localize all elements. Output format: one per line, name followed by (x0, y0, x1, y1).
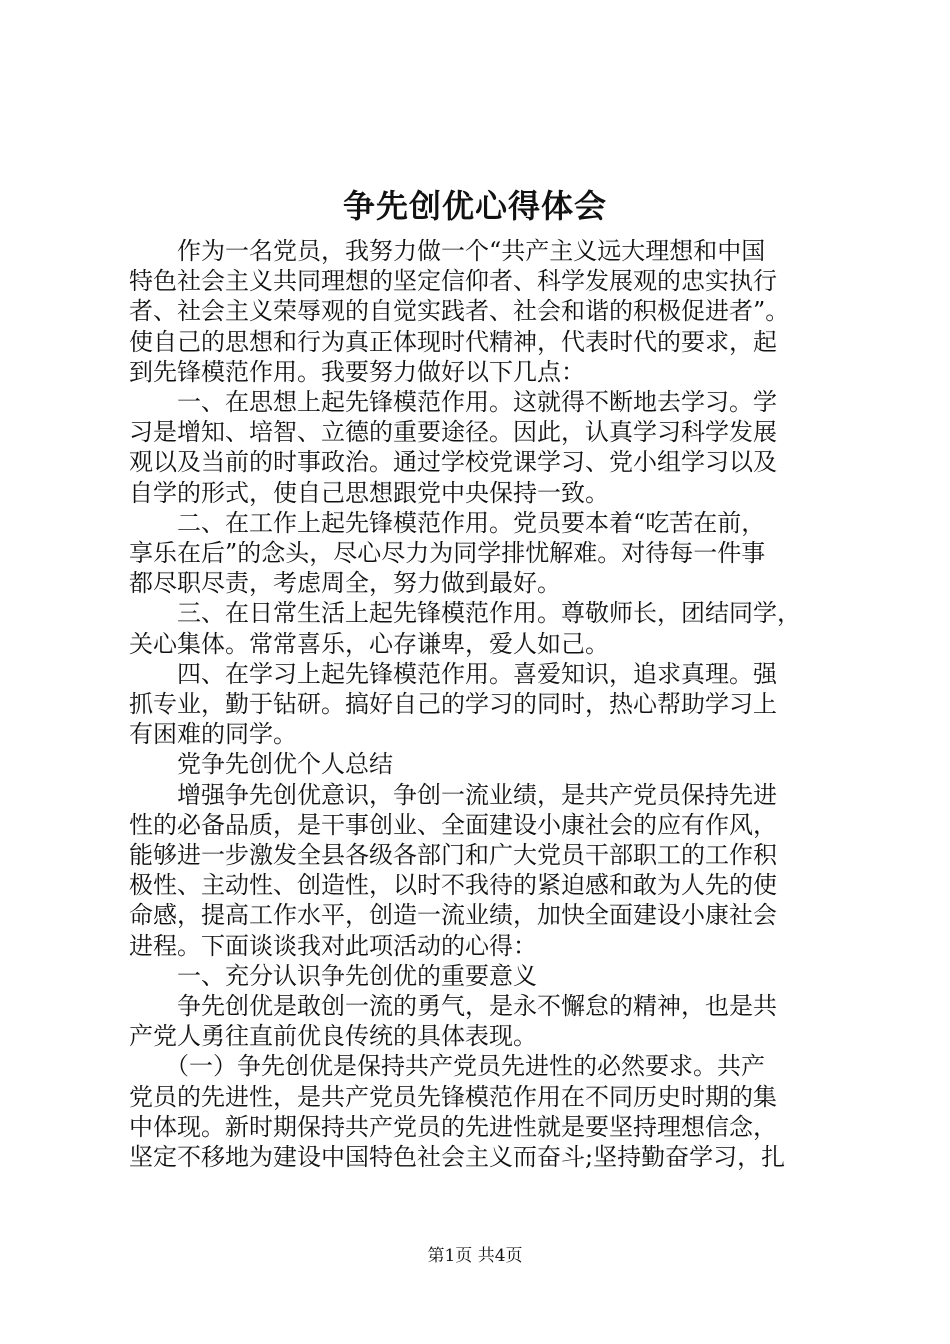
text-line: 到先锋模范作用。我要努力做好以下几点： (129, 357, 585, 386)
text-line: 习是增知、培智、立德的重要途径。因此，认真学习科学发展 (129, 418, 777, 447)
text-line: 坚定不移地为建设中国特色社会主义而奋斗;坚持勤奋学习，扎 (129, 1143, 786, 1172)
text-line: 进程。下面谈谈我对此项活动的心得： (129, 931, 537, 960)
text-line: 一、在思想上起先锋模范作用。这就得不断地去学习。学 (129, 388, 777, 417)
text-line: 关心集体。常常喜乐，心存谦卑，爱人如己。 (129, 629, 609, 658)
text-line: 争先创优是敢创一流的勇气，是永不懈怠的精神，也是共 (129, 992, 777, 1021)
text-line: 观以及当前的时事政治。通过学校党课学习、党小组学习以及 (129, 448, 777, 477)
text-line: 极性、主动性、创造性，以时不我待的紧迫感和敢为人先的使 (129, 871, 777, 900)
text-line: 抓专业，勤于钻研。搞好自己的学习的同时，热心帮助学习上 (129, 690, 777, 719)
document-body (129, 236, 829, 1172)
text-line: 享乐在后”的念头，尽心尽力为同学排忧解难。对待每一件事 (129, 539, 766, 568)
text-line: 性的必备品质，是干事创业、全面建设小康社会的应有作风， (129, 810, 777, 839)
text-line: 增强争先创优意识，争创一流业绩，是共产党员保持先进 (129, 780, 777, 809)
text-line: 有困难的同学。 (129, 720, 297, 749)
text-line: 使自己的思想和行为真正体现时代精神，代表时代的要求，起 (129, 327, 777, 356)
text-line: （一）争先创优是保持共产党员先进性的必然要求。共产 (129, 1052, 765, 1081)
text-line: 自学的形式，使自己思想跟党中央保持一致。 (129, 478, 609, 507)
page-footer: 第1页 共4页 (427, 1246, 523, 1266)
text-line: 三、在日常生活上起先锋模范作用。尊敬师长，团结同学， (129, 599, 801, 628)
text-line: 一、充分认识争先创优的重要意义 (129, 961, 537, 990)
text-line: 党员的先进性，是共产党员先锋模范作用在不同历史时期的集 (129, 1082, 777, 1111)
text-line: 四、在学习上起先锋模范作用。喜爱知识，追求真理。强 (129, 659, 777, 688)
document-title: 争先创优心得体会 (342, 187, 607, 225)
text-line: 中体现。新时期保持共产党员的先进性就是要坚持理想信念， (129, 1112, 777, 1141)
text-line: 能够进一步激发全县各级各部门和广大党员干部职工的工作积 (129, 841, 777, 870)
text-line: 二、在工作上起先锋模范作用。党员要本着“吃苦在前， (129, 508, 766, 537)
text-line: 党争先创优个人总结 (129, 750, 393, 779)
text-line: 产党人勇往直前优良传统的具体表现。 (129, 1022, 537, 1051)
text-line: 者、社会主义荣辱观的自觉实践者、社会和谐的积极促进者”。 (129, 297, 790, 326)
text-line: 都尽职尽责，考虑周全，努力做到最好。 (129, 569, 561, 598)
text-line: 命感，提高工作水平，创造一流业绩，加快全面建设小康社会 (129, 901, 777, 930)
text-line: 特色社会主义共同理想的坚定信仰者、科学发展观的忠实执行 (129, 267, 777, 296)
text-line: 作为一名党员，我努力做一个“共产主义远大理想和中国 (129, 237, 766, 265)
